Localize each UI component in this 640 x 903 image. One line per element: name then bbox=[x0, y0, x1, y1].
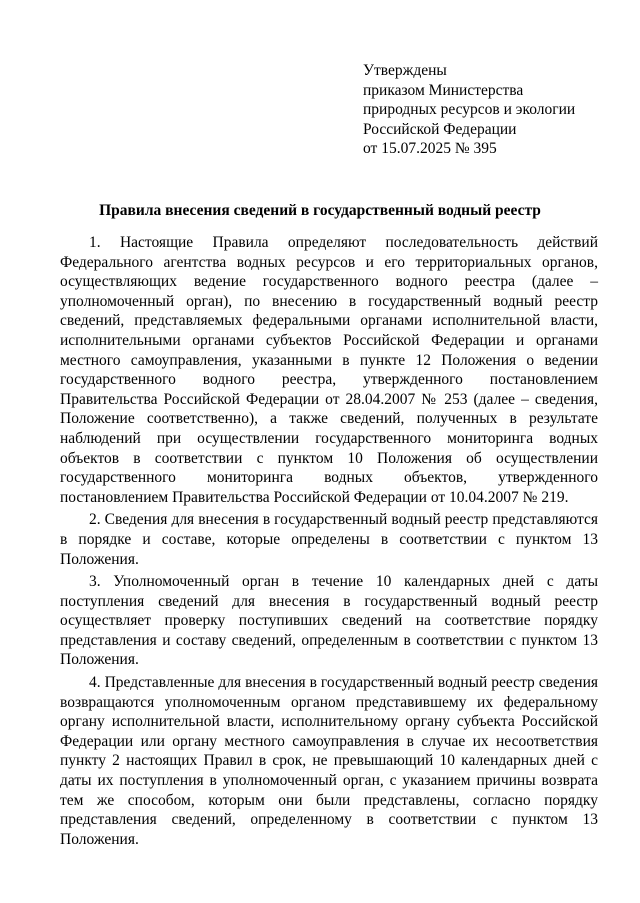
paragraph: 2. Сведения для внесения в государственный водный реестр представляются в порядке и составе, которые определены в соответствии с пунктом 13 Положения. bbox=[60, 511, 598, 568]
approval-line: от 15.07.2025 № 395 bbox=[363, 140, 497, 158]
approval-line: природных ресурсов и экологии bbox=[363, 101, 576, 119]
approval-line: приказом Министерства bbox=[363, 81, 524, 99]
document-title: Правила внесения сведений в государственный водный реестр bbox=[99, 202, 541, 219]
approval-line: Российской Федерации bbox=[363, 120, 517, 138]
approval-line: Утверждены bbox=[363, 62, 447, 79]
paragraph: 1. Настоящие Правила определяют последовательность действий Федерального агентства водных ресурсов и его территориальных органов, осуществляющих ведение государственного водного реестра (далее – уполномоченный орган), по внесению в государственный водный реестр сведений, представляемых федеральными органами исполнительной власти, исполнительными органами субъектов Российской Федерации и органами местного самоуправления, указанными в пункте 12 Положения о ведении государственного водного реестра, утвержденного постановлением Правительства Российской Федерации от 28.04.2007 № 253 (далее – сведения, Положение соответственно), а также сведений, полученных в результате наблюдений при осуществлении государственного мониторинга водных объектов в соответствии с пунктом 10 Положения об осуществлении государственного мониторинга водных объектов, утвержденного постановлением Правительства Российской Федерации от 10.04.2007 № 219. bbox=[60, 234, 598, 506]
approval-block bbox=[363, 61, 633, 159]
paragraph: 4. Представленные для внесения в государственный водный реестр сведения возвращаются уполномоченным органом представившему их федеральному органу исполнительной власти, исполнительному органу субъекта Российской Федерации или органу местного самоуправления в случае их несоответствия пункту 2 настоящих Правил в срок, не превышающий 10 календарных дней с даты их поступления в уполномоченный орган, с указанием причины возврата тем же способом, которым они были представлены, согласно порядку представления сведений, определенному в соответствии с пунктом 13 Положения. bbox=[60, 674, 598, 848]
document-body bbox=[60, 233, 598, 852]
paragraph: 3. Уполномоченный орган в течение 10 календарных дней с даты поступления сведений для внесения в государственный водный реестр осуществляет проверку поступивших сведений на соответствие порядку представления и составу сведений, определенным в соответствии с пунктом 13 Положения. bbox=[60, 573, 598, 669]
